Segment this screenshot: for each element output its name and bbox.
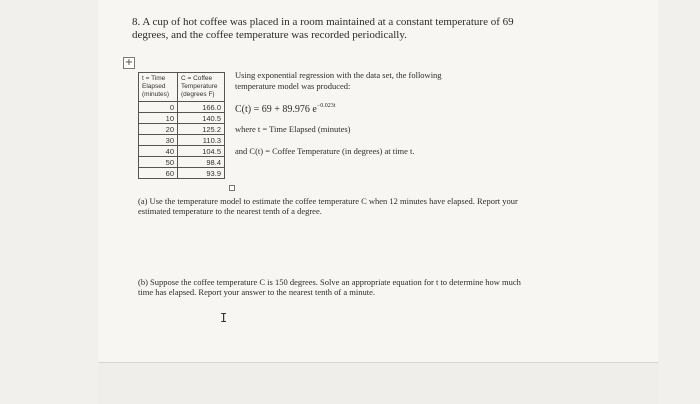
- cell-time: 0: [139, 102, 178, 113]
- cell-time: 10: [139, 113, 178, 124]
- table-header-time: t = Time Elapsed (minutes): [139, 73, 178, 102]
- table-row: [139, 124, 225, 135]
- data-table: [138, 72, 225, 179]
- table-header-temperature: C = Coffee Temperature (degrees F): [178, 73, 225, 102]
- answer-area[interactable]: [98, 362, 658, 404]
- equation-base: C(t) = 69 + 89.976 e: [235, 104, 317, 115]
- model-intro: Using exponential regression with the data set, the following temperature model was produced:: [235, 70, 442, 91]
- part-b-question: (b) Suppose the coffee temperature C is 150 degrees. Solve an appropriate equation for t to determine how much time has elapsed. Report your answer to the nearest tenth of a minute.: [138, 277, 521, 297]
- model-equation: [235, 101, 465, 115]
- table-resize-handle-icon[interactable]: [229, 185, 235, 191]
- cell-temp: 140.5: [178, 113, 225, 124]
- cell-time: 30: [139, 135, 178, 146]
- cell-temp: 104.5: [178, 146, 225, 157]
- cell-temp: 110.3: [178, 135, 225, 146]
- text-cursor-icon: I: [220, 311, 228, 325]
- variable-t-definition: where t = Time Elapsed (minutes): [235, 124, 351, 134]
- table-row: [139, 113, 225, 124]
- cell-time: 20: [139, 124, 178, 135]
- part-a-question: (a) Use the temperature model to estimate the coffee temperature C when 12 minutes have elapsed. Report your estimated temperature to the nearest tenth of a degree.: [138, 196, 518, 216]
- cell-temp: 125.2: [178, 124, 225, 135]
- cell-temp: 93.9: [178, 168, 225, 179]
- cell-time: 40: [139, 146, 178, 157]
- table-row: [139, 146, 225, 157]
- cell-time: 60: [139, 168, 178, 179]
- table-row: [139, 157, 225, 168]
- table-row: [139, 168, 225, 179]
- equation-exponent: −0.023t: [316, 103, 336, 109]
- cell-time: 50: [139, 157, 178, 168]
- question-intro: 8. A cup of hot coffee was placed in a room maintained at a constant temperature of 69 degrees, and the coffee temperature was recorded periodically.: [132, 16, 514, 41]
- table-move-handle-icon[interactable]: +: [124, 57, 134, 68]
- cell-temp: 98.4: [178, 157, 225, 168]
- table-row: [139, 102, 225, 113]
- table-row: [139, 135, 225, 146]
- variable-c-definition: and C(t) = Coffee Temperature (in degrees) at time t.: [235, 146, 415, 156]
- cell-temp: 166.0: [178, 102, 225, 113]
